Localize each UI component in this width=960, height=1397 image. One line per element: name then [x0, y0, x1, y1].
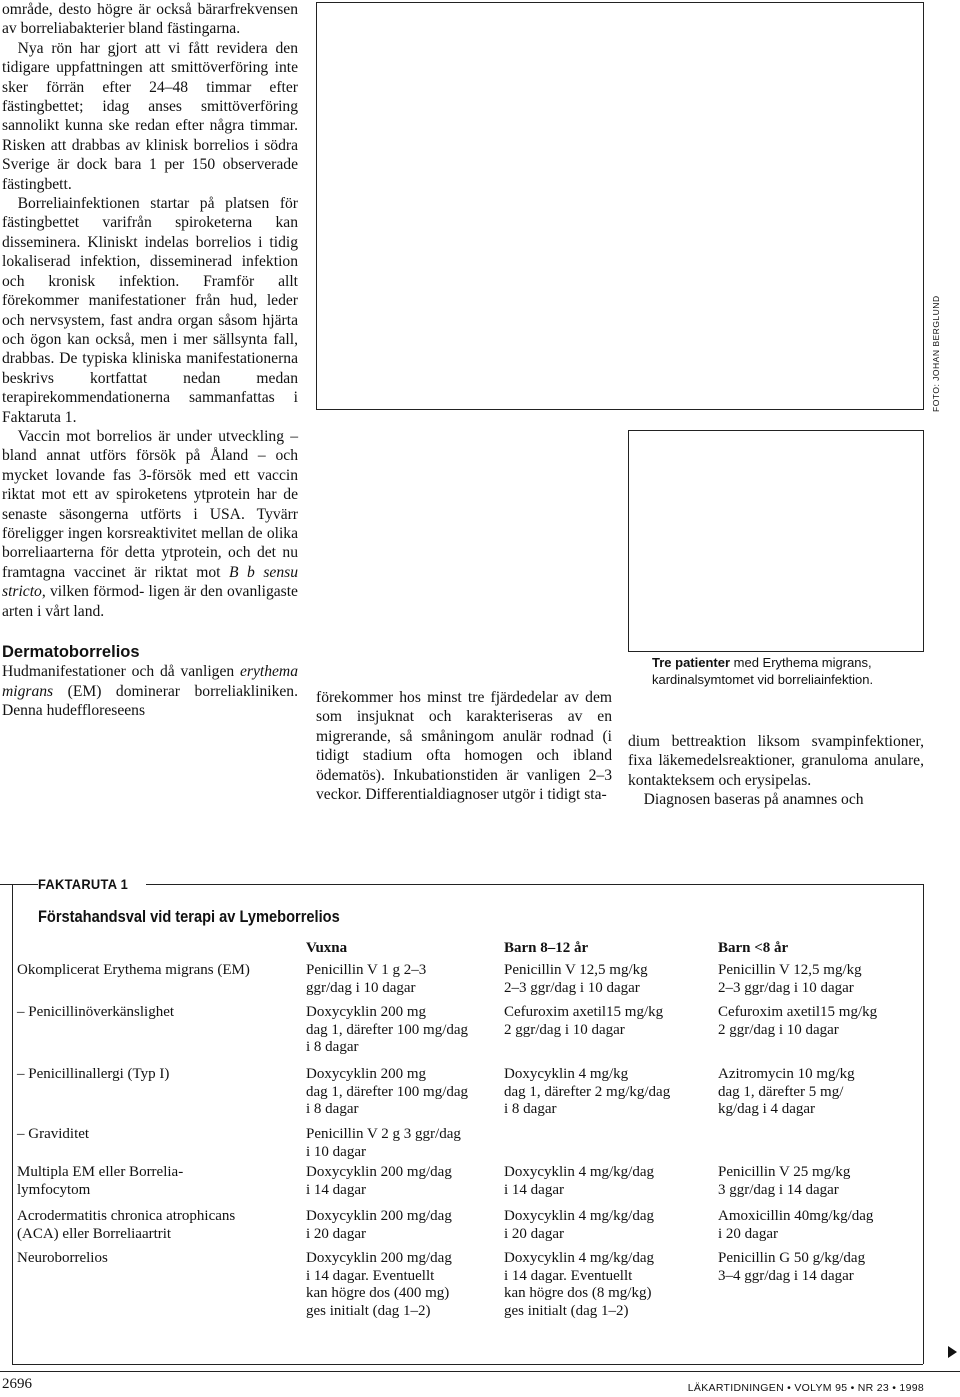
table-row-label: – Penicillinallergi (Typ I) [17, 1066, 170, 1082]
table-row-label: Acrodermatitis chronica atrophicans (ACA) eller Borreliaartrit [17, 1208, 236, 1242]
table-cell: Doxycyklin 4 mg/kg/dag i 20 dagar [504, 1208, 654, 1242]
caption-text: med Erythema migrans, kardinalsymtomet vid borreliainfektion. [652, 655, 874, 687]
table-row-label: Multipla EM eller Borrelia- lymfocytom [17, 1164, 184, 1198]
photo-frame-top [316, 2, 924, 410]
continue-arrow-icon [948, 1346, 957, 1358]
table-column-header: Barn <8 år [718, 940, 789, 956]
table-cell: Doxycyklin 200 mg dag 1, därefter 100 mg/dag i 8 dagar [306, 1066, 469, 1118]
journal-footer: LÄKARTIDNINGEN • VOLYM 95 • NR 23 • 1998 [687, 1382, 924, 1394]
table-cell: Doxycyklin 200 mg dag 1, därefter 100 mg/dag i 8 dagar [306, 1004, 469, 1056]
paragraph: område, desto högre är också bärarfrekvensen av borreliabakterier bland fästingarna. [2, 1, 298, 38]
article-column-middle [316, 688, 612, 804]
em-text-end: (EM) dominerar borreliakliniken. Denna hudeffloreseens [2, 682, 298, 720]
paragraph [2, 662, 298, 720]
paragraph: Borreliainfektionen startar på platsen för fästingbettet varifrån spiroketerna kan disseminera. Kliniskt indelas borrelios i tidig lokaliserad infektion, disseminerad infektion och kronisk infektion. Framför allt förekommer manifestationer från hud, leder och nervsystem, fast andra organ såsom hjärta och ögon kan också, men i mer sällsynta fall, drabbas. De typiska kliniska manifestationerna beskrivs kortfattat nedan medan terapirekommendationerna sammanfattas i Faktaruta 1. [2, 195, 298, 426]
table-row-label: Neuroborrelios [17, 1250, 108, 1266]
table-cell: Penicillin G 50 g/kg/dag 3–4 ggr/dag i 14 dagar [718, 1250, 866, 1284]
species-name: B b sensu stricto [2, 563, 298, 601]
factbox-label: FAKTARUTA 1 [38, 876, 129, 892]
table-cell: Penicillin V 12,5 mg/kg 2–3 ggr/dag i 10 dagar [504, 962, 648, 996]
paragraph: förekommer hos minst tre fjärdedelar av dem som insjuknat och karakteriseras av en migrerande, så småningom anulär rodnad (i tidigt stadium ofta homogen och ibland ödematös). Inkubationstiden är vanligen 2–3 veckor. Differentialdiagnoser utgör i tidigt sta- [316, 689, 612, 804]
table-cell: Cefuroxim axetil15 mg/kg 2 ggr/dag i 10 dagar [718, 1004, 878, 1038]
table-column-header: Vuxna [306, 940, 348, 956]
em-text: Hudmanifestationer och då vanligen [2, 663, 235, 681]
photo-blank-area [316, 430, 612, 680]
photo-frame-bottom [628, 430, 924, 652]
table-cell: Penicillin V 2 g 3 ggr/dag i 10 dagar [306, 1126, 461, 1160]
factbox-rule [12, 1364, 923, 1365]
table-cell: Doxycyklin 200 mg/dag i 20 dagar [306, 1208, 452, 1242]
table-cell: Azitromycin 10 mg/kg dag 1, därefter 5 mg/ kg/dag i 4 dagar [718, 1066, 855, 1118]
vaccine-text-cont: , vilken förmod- [41, 583, 145, 601]
table-cell: Penicillin V 1 g 2–3 ggr/dag i 10 dagar [306, 962, 427, 996]
vaccine-text-end: ligen är den ovanligaste arten i vårt land. [2, 583, 298, 620]
article-column-right [628, 732, 924, 810]
table-cell: Doxycyklin 200 mg/dag i 14 dagar [306, 1164, 452, 1198]
caption-lead: Tre patienter [652, 655, 731, 670]
vaccine-text: Vaccin mot borrelios är under utveckling – bland annat utförs försök på Åland – och mycket lovande fas 3-försök med ett vaccin riktat mot ett av spiroketens ytprotein har de senaste säsongerna utförts i USA. Tyvärr föreligger ingen korsreaktivitet mellan de olika borreliaarterna för detta ytprotein, och det nu framtagna vaccinet är riktat mot [2, 427, 298, 581]
table-cell: Doxycyklin 4 mg/kg/dag i 14 dagar [504, 1164, 654, 1198]
paragraph: Nya rön har gjort att vi fått revidera den tidigare uppfattningen att smittöverföring inte sker förrän efter 24–48 timmar efter fästingbettet; idag anses smittöverföring sannolikt kunna ske redan efter några timmar. Risken att drabbas av klinisk borrelios i södra Sverige är dock bara 1 per 150 observerade fästingbett. [2, 39, 298, 193]
em-term: erythema migrans [2, 663, 298, 700]
photo-credit: FOTO: JOHAN BERGLUND [931, 295, 941, 412]
paragraph [2, 427, 298, 621]
footer-rule [0, 1371, 960, 1372]
table-row-label: – Graviditet [17, 1126, 90, 1142]
table-cell: Doxycyklin 4 mg/kg dag 1, därefter 2 mg/kg/dag i 8 dagar [504, 1066, 671, 1118]
table-cell: Cefuroxim axetil15 mg/kg 2 ggr/dag i 10 dagar [504, 1004, 664, 1038]
table-column-header: Barn 8–12 år [504, 940, 589, 956]
table-cell: Penicillin V 12,5 mg/kg 2–3 ggr/dag i 10 dagar [718, 962, 862, 996]
factbox-title: Förstahandsval vid terapi av Lymeborrelios [38, 907, 340, 926]
figure-caption [652, 655, 927, 688]
table-cell: Doxycyklin 4 mg/kg/dag i 14 dagar. Eventuellt kan högre dos (8 mg/kg) ges initialt (dag 1–2) [504, 1250, 654, 1319]
table-cell: Doxycyklin 200 mg/dag i 14 dagar. Eventuellt kan högre dos (400 mg) ges initialt (dag 1–2) [306, 1250, 452, 1319]
table-cell: Penicillin V 25 mg/kg 3 ggr/dag i 14 dagar [718, 1164, 851, 1198]
paragraph: Diagnosen baseras på anamnes och [643, 791, 864, 809]
paragraph: dium bettreaktion liksom svampinfektioner, fixa läkemedelsreaktioner, granuloma anulare, kontakteksem och erysipelas. [628, 733, 924, 789]
table-cell: Amoxicillin 40mg/kg/dag i 20 dagar [718, 1208, 874, 1242]
section-heading: Dermatoborrelios [2, 643, 140, 661]
table-row-label: Okomplicerat Erythema migrans (EM) [17, 962, 250, 978]
table-row-label: – Penicillinöverkänslighet [17, 1004, 175, 1020]
page-number: 2696 [2, 1376, 32, 1392]
article-column-left [2, 0, 298, 721]
